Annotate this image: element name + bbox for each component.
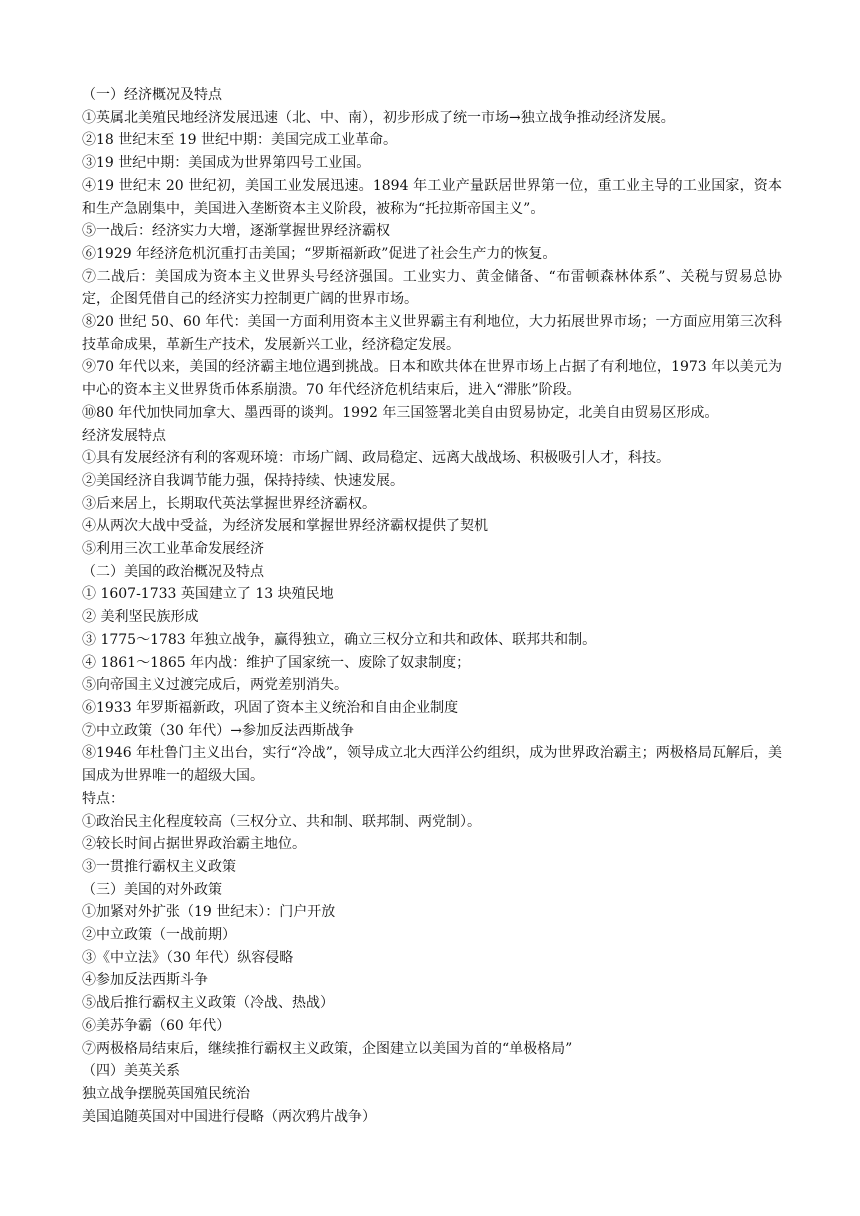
text-line: ①加紧对外扩张（19 世纪末）：门户开放 bbox=[82, 904, 336, 921]
text-line: ① 1607-1733 英国建立了 13 块殖民地 bbox=[82, 586, 334, 603]
text-line: ④参加反法西斯斗争 bbox=[82, 972, 208, 989]
text-line: ⑥美苏争霸（60 年代） bbox=[82, 1017, 231, 1034]
section-heading: （四）美英关系 bbox=[82, 1063, 180, 1080]
text-line: 美国追随英国对中国进行侵略（两次鸦片战争） bbox=[82, 1108, 376, 1125]
text-line: ①具有发展经济有利的客观环境：市场广阔、政局稳定、远离大战战场、积极吸引人才，科技。 bbox=[82, 450, 670, 467]
section-heading: （一）经济概况及特点 bbox=[82, 87, 222, 103]
text-line: ⑤向帝国主义过渡完成后，两党差别消失。 bbox=[82, 677, 348, 694]
text-line: 独立战争摆脱英国殖民统治 bbox=[82, 1085, 250, 1102]
text-line: ④ 1861～1865 年内战：维护了国家统一、废除了奴隶制度； bbox=[82, 654, 471, 671]
section-heading: （二）美国的政治概况及特点 bbox=[82, 563, 264, 580]
text-paragraph: ⑦二战后：美国成为资本主义世界头号经济强国。工业实力、黄金储备、“布雷顿森林体系”、关税与贸易总协定，企图凭借自己的经济实力控制更广阔的世界市场。 bbox=[82, 268, 782, 308]
text-line: ④从两次大战中受益，为经济发展和掌握世界经济霸权提供了契机 bbox=[82, 518, 488, 535]
text-paragraph: ⑧1946 年杜鲁门主义出台，实行“冷战”，领导成立北大西洋公约组织，成为世界政治霸主；两极格局瓦解后，美国成为世界唯一的超级大国。 bbox=[82, 745, 782, 785]
text-line: ⑩80 年代加快同加拿大、墨西哥的谈判。1992 年三国签署北美自由贸易协定，北美自由贸易区形成。 bbox=[82, 404, 719, 421]
section-heading: （三）美国的对外政策 bbox=[82, 881, 222, 898]
text-line: ⑥1929 年经济危机沉重打击美国；“罗斯福新政”促进了社会生产力的恢复。 bbox=[82, 245, 557, 262]
text-paragraph: ⑧20 世纪 50、60 年代：美国一方面利用资本主义世界霸主有利地位，大力拓展世界市场；一方面应用第三次科技革命成果，革新生产技术，发展新兴工业，经济稳定发展。 bbox=[82, 314, 782, 353]
text-line: ⑤战后推行霸权主义政策（冷战、热战） bbox=[82, 995, 334, 1012]
text-line: 特点： bbox=[82, 790, 124, 807]
text-line: ③后来居上，长期取代英法掌握世界经济霸权。 bbox=[82, 495, 376, 512]
text-line: ①政治民主化程度较高（三权分立、共和制、联邦制、两党制）。 bbox=[82, 813, 481, 830]
text-line: ②中立政策（一战前期） bbox=[82, 927, 236, 944]
text-line: ⑦两极格局结束后，继续推行霸权主义政策，企图建立以美国为首的“单极格局” bbox=[82, 1040, 573, 1057]
text-paragraph: ④19 世纪末 20 世纪初，美国工业发展迅速。1894 年工业产量跃居世界第一位，重工业主导的工业国家，资本和生产急剧集中，美国进入垄断资本主义阶段，被称为“托拉斯帝国主义”。 bbox=[82, 177, 782, 217]
text-line: ②美国经济自我调节能力强，保持持续、快速发展。 bbox=[82, 472, 404, 489]
text-line: ② 美利坚民族形成 bbox=[82, 609, 199, 626]
document-body bbox=[82, 84, 782, 1128]
text-line: ⑤利用三次工业革命发展经济 bbox=[82, 541, 264, 558]
text-line: ③19 世纪中期：美国成为世界第四号工业国。 bbox=[82, 155, 371, 172]
text-line: ⑦中立政策（30 年代）→参加反法西斯战争 bbox=[82, 722, 354, 739]
text-line: ②18 世纪末至 19 世纪中期：美国完成工业革命。 bbox=[82, 132, 397, 149]
text-line: ③ 1775～1783 年独立战争，赢得独立，确立三权分立和共和政体、联邦共和制。 bbox=[82, 631, 597, 648]
text-line: ⑥1933 年罗斯福新政，巩固了资本主义统治和自由企业制度 bbox=[82, 699, 459, 716]
text-line: ③《中立法》（30 年代）纵容侵略 bbox=[82, 949, 294, 966]
text-line: ①英属北美殖民地经济发展迅速（北、中、南），初步形成了统一市场→独立战争推动经济发展。 bbox=[82, 109, 675, 126]
text-line: ③一贯推行霸权主义政策 bbox=[82, 858, 236, 875]
text-paragraph: ⑨70 年代以来，美国的经济霸主地位遇到挑战。日本和欧共体在世界市场上占据了有利地位，1973 年以美元为中心的资本主义世界货币体系崩溃。70 年代经济危机结束后，进入“滞胀”阶段。 bbox=[82, 359, 782, 399]
text-line: ②较长时间占据世界政治霸主地位。 bbox=[82, 836, 306, 853]
text-line: ⑤一战后：经济实力大增，逐渐掌握世界经济霸权 bbox=[82, 223, 390, 240]
text-line: 经济发展特点 bbox=[82, 427, 166, 444]
